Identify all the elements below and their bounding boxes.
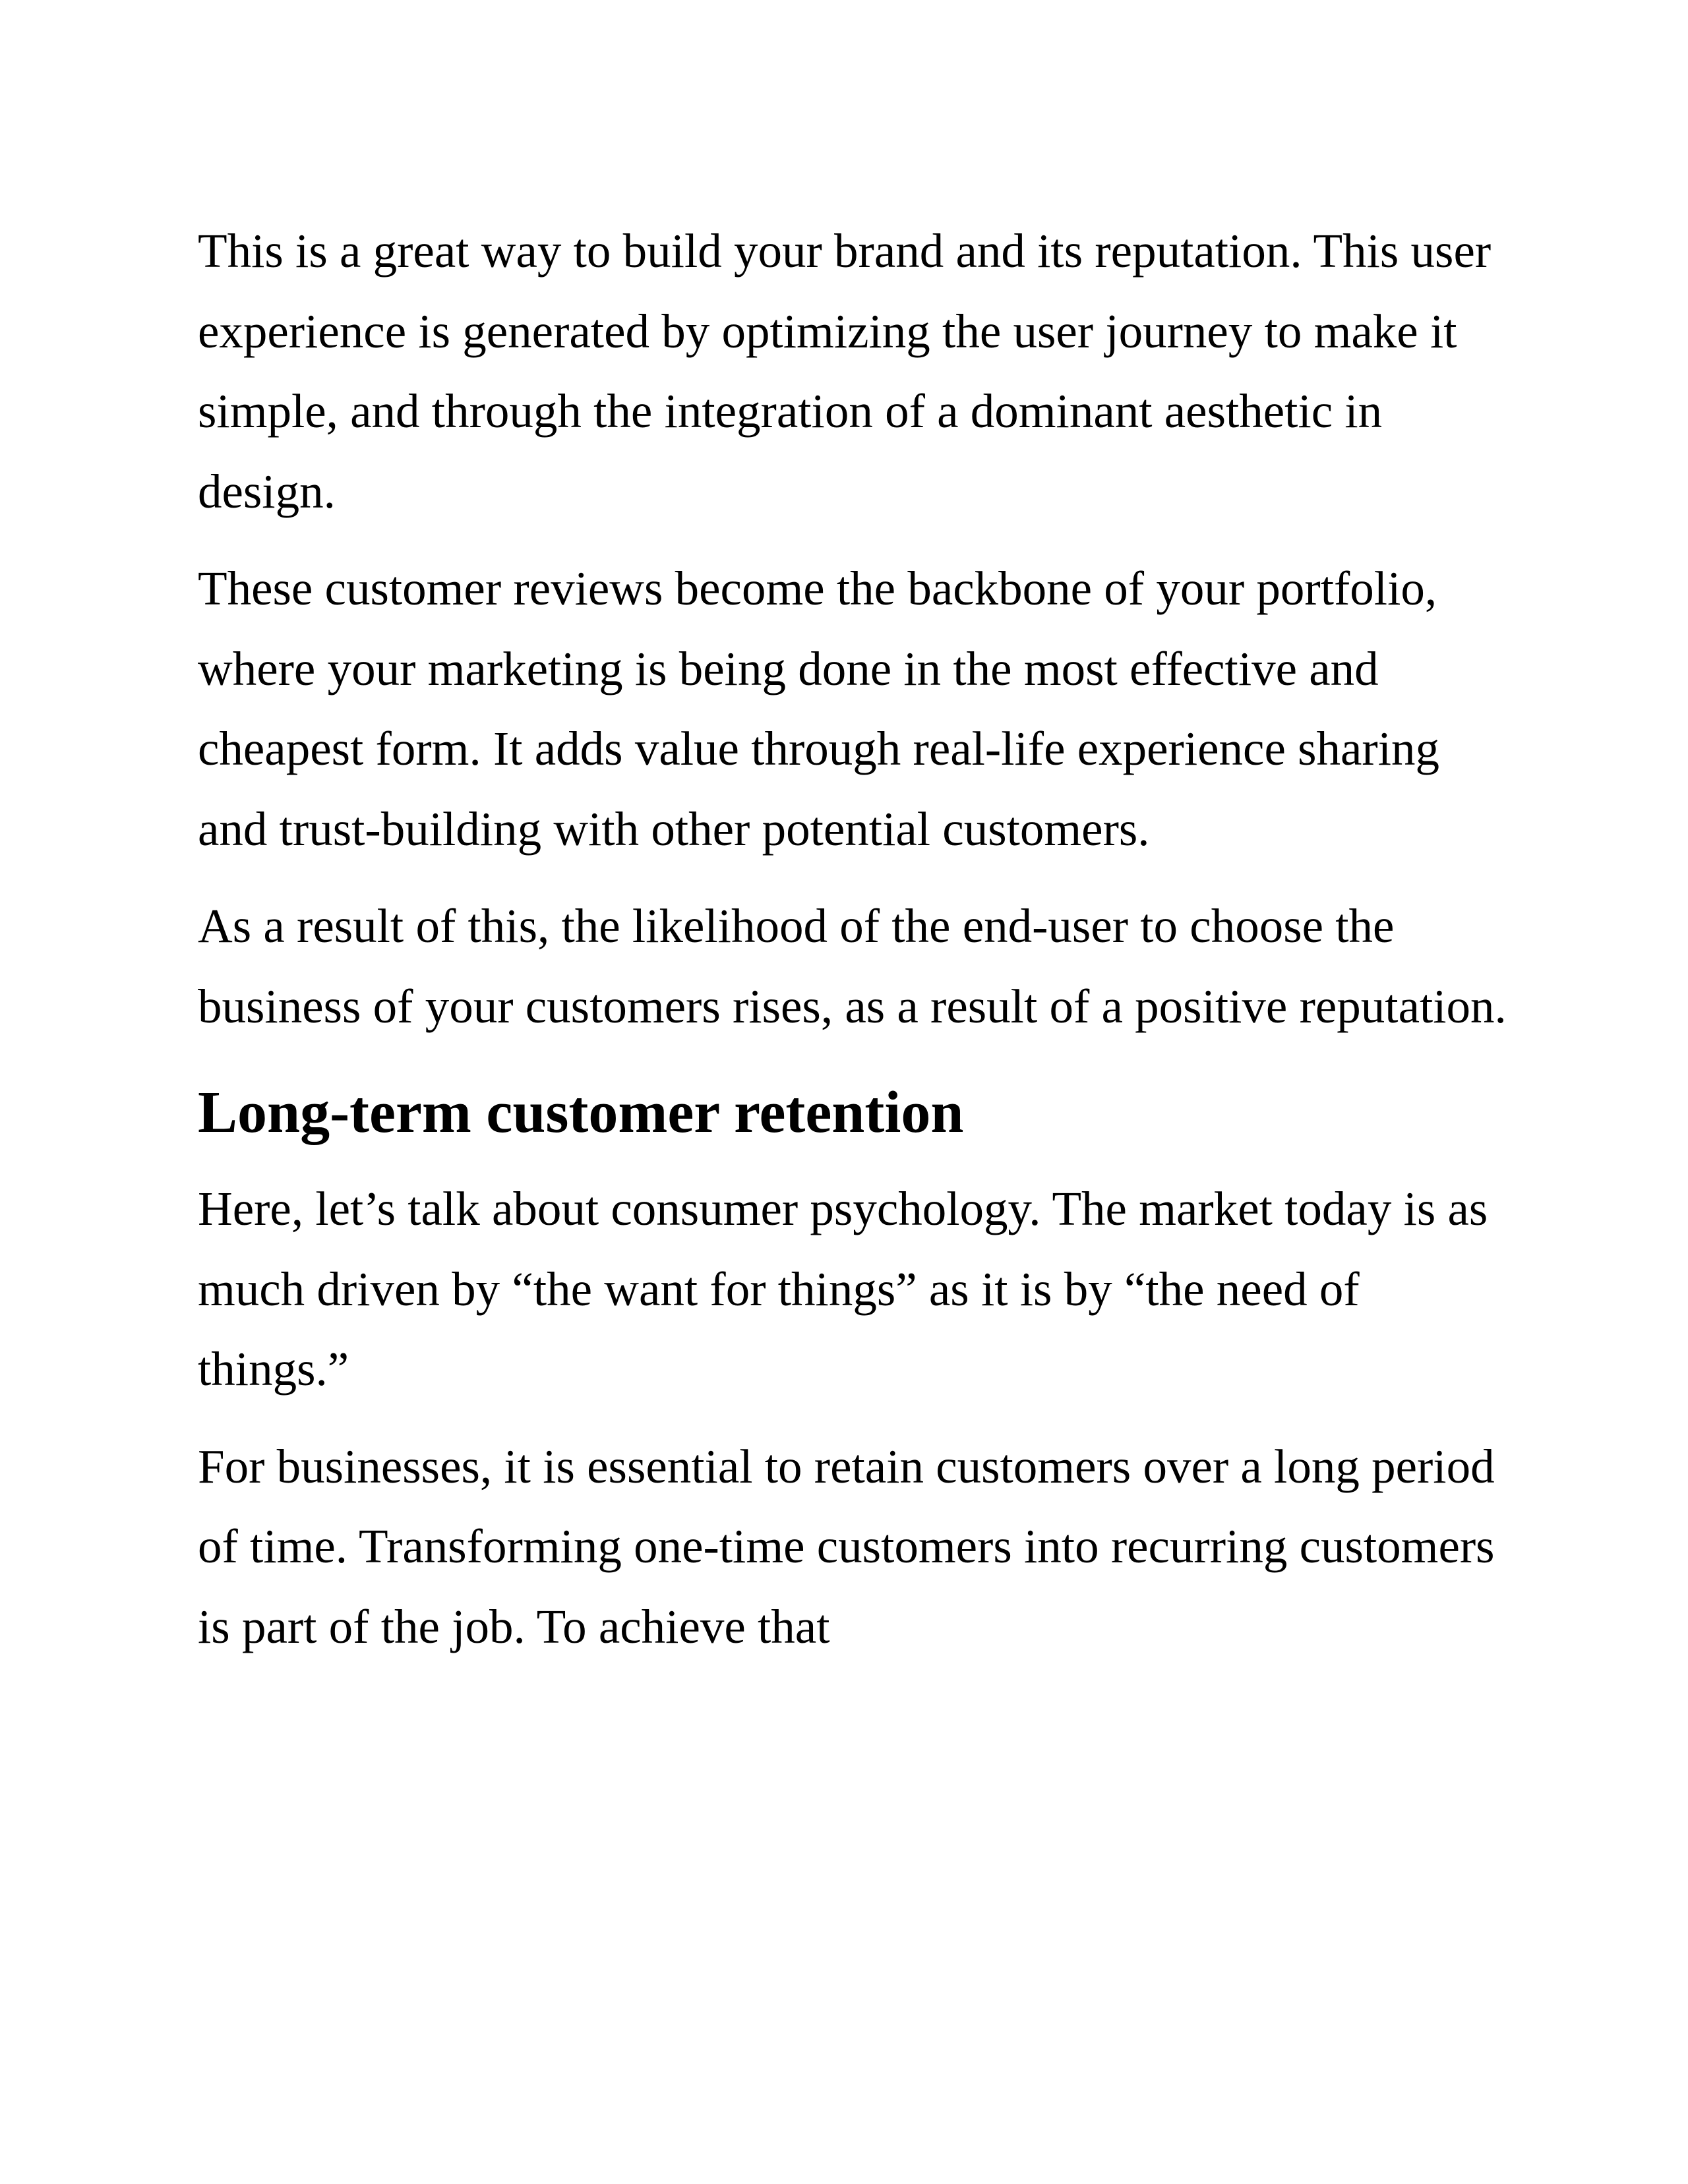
paragraph-retain-customers: For businesses, it is essential to retain customers over a long period of time. Transforming one-time customers into recurring customers is part of the job. To achieve that (198, 1439, 1495, 1653)
paragraph-likelihood: As a result of this, the likelihood of the end-user to choose the business of your customers rises, as a result of a positive reputation. (198, 899, 1507, 1033)
section-heading: Long-term customer retention (198, 1080, 964, 1145)
paragraph-consumer-psychology: Here, let’s talk about consumer psychology. The market today is as much driven by “the want for things” as it is by “the need of things.” (198, 1182, 1488, 1396)
paragraph-brand-reputation: This is a great way to build your brand and its reputation. This user experience is generated by optimizing the user journey to make it simple, and through the integration of a dominant aesthetic in design. (198, 224, 1492, 518)
paragraph-customer-reviews: These customer reviews become the backbone of your portfolio, where your marketing is being done in the most effective and cheapest form. It adds value through real-life experience sharing and trust-building with other potential customers. (198, 562, 1439, 856)
document-body (198, 211, 1510, 1667)
